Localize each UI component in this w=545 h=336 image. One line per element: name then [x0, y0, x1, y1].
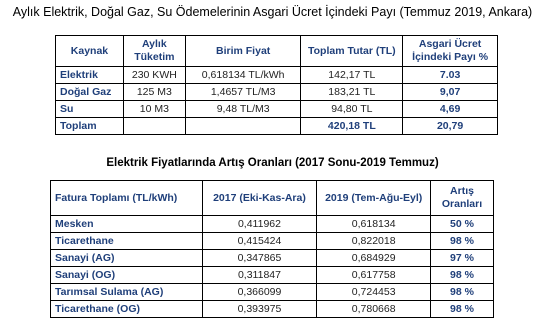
- row-label: Ticarethane (OG): [51, 301, 203, 318]
- utility-payments-table: [55, 35, 498, 135]
- total-pay: 20,79: [403, 118, 498, 135]
- cell-tuketim: 10 M3: [123, 101, 185, 118]
- cell-tuketim: 125 M3: [123, 84, 185, 101]
- cell-2019: 0,617758: [317, 267, 431, 284]
- cell-artis: 98 %: [431, 233, 494, 250]
- table-row: [56, 84, 498, 101]
- table-row: [51, 267, 494, 284]
- cell-artis: 98 %: [431, 301, 494, 318]
- row-label: Ticarethane: [51, 233, 203, 250]
- table-row: [51, 301, 494, 318]
- page-title: Aylık Elektrik, Doğal Gaz, Su Ödemelerinin Asgari Ücret İçindeki Payı (Temmuz 2019, Ankara): [12, 5, 533, 19]
- cell-toplam-tutar: 183,21 TL: [301, 84, 403, 101]
- column-header-fatura-toplami: Fatura Toplamı (TL/kWh): [51, 181, 203, 216]
- table-row: [56, 67, 498, 84]
- section-subtitle: Elektrik Fiyatlarında Artış Oranları (2017 Sonu-2019 Temmuz): [106, 157, 439, 169]
- row-label: Elektrik: [56, 67, 124, 84]
- total-empty-cell: [185, 118, 301, 135]
- column-header-birim-fiyat: Birim Fiyat: [185, 36, 301, 67]
- table-row: [51, 216, 494, 233]
- column-header-artis-oranlari: Artış Oranları: [431, 181, 494, 216]
- total-toplam-tutar: 420,18 TL: [301, 118, 403, 135]
- cell-2017: 0,411962: [202, 216, 317, 233]
- cell-2019: 0,822018: [317, 233, 431, 250]
- row-label: Sanayi (AG): [51, 250, 203, 267]
- table-header-row: [56, 36, 498, 67]
- row-label: Mesken: [51, 216, 203, 233]
- cell-2019: 0,780668: [317, 301, 431, 318]
- column-header-toplam-tutar: Toplam Tutar (TL): [301, 36, 403, 67]
- column-header-2017: 2017 (Eki-Kas-Ara): [202, 181, 317, 216]
- column-header-asgari-ucret-payi: Asgari Ücret İçindeki Payı %: [403, 36, 498, 67]
- total-label: Toplam: [56, 118, 124, 135]
- cell-pay: 7.03: [403, 67, 498, 84]
- table-row: [51, 250, 494, 267]
- cell-2017: 0,415424: [202, 233, 317, 250]
- column-header-tuketim: Aylık Tüketim: [123, 36, 185, 67]
- cell-toplam-tutar: 94,80 TL: [301, 101, 403, 118]
- table-row: [51, 284, 494, 301]
- cell-tuketim: 230 KWH: [123, 67, 185, 84]
- total-row: [56, 118, 498, 135]
- cell-pay: 4,69: [403, 101, 498, 118]
- cell-2017: 0,366099: [202, 284, 317, 301]
- cell-artis: 97 %: [431, 250, 494, 267]
- electricity-price-increase-table: [50, 180, 494, 318]
- cell-2019: 0,618134: [317, 216, 431, 233]
- cell-2017: 0,311847: [202, 267, 317, 284]
- cell-2019: 0,684929: [317, 250, 431, 267]
- row-label: Su: [56, 101, 124, 118]
- table-header-row: [51, 181, 494, 216]
- table-row: [56, 101, 498, 118]
- cell-birim-fiyat: 9,48 TL/M3: [185, 101, 301, 118]
- cell-artis: 98 %: [431, 267, 494, 284]
- cell-2017: 0,347865: [202, 250, 317, 267]
- cell-2017: 0,393975: [202, 301, 317, 318]
- table-row: [51, 233, 494, 250]
- column-header-2019: 2019 (Tem-Ağu-Eyl): [317, 181, 431, 216]
- row-label: Sanayi (OG): [51, 267, 203, 284]
- cell-artis: 98 %: [431, 284, 494, 301]
- cell-pay: 9,07: [403, 84, 498, 101]
- cell-toplam-tutar: 142,17 TL: [301, 67, 403, 84]
- total-empty-cell: [123, 118, 185, 135]
- row-label: Doğal Gaz: [56, 84, 124, 101]
- row-label: Tarımsal Sulama (AG): [51, 284, 203, 301]
- cell-artis: 50 %: [431, 216, 494, 233]
- cell-birim-fiyat: 0,618134 TL/kWh: [185, 67, 301, 84]
- column-header-kaynak: Kaynak: [56, 36, 124, 67]
- cell-2019: 0,724453: [317, 284, 431, 301]
- cell-birim-fiyat: 1,4657 TL/M3: [185, 84, 301, 101]
